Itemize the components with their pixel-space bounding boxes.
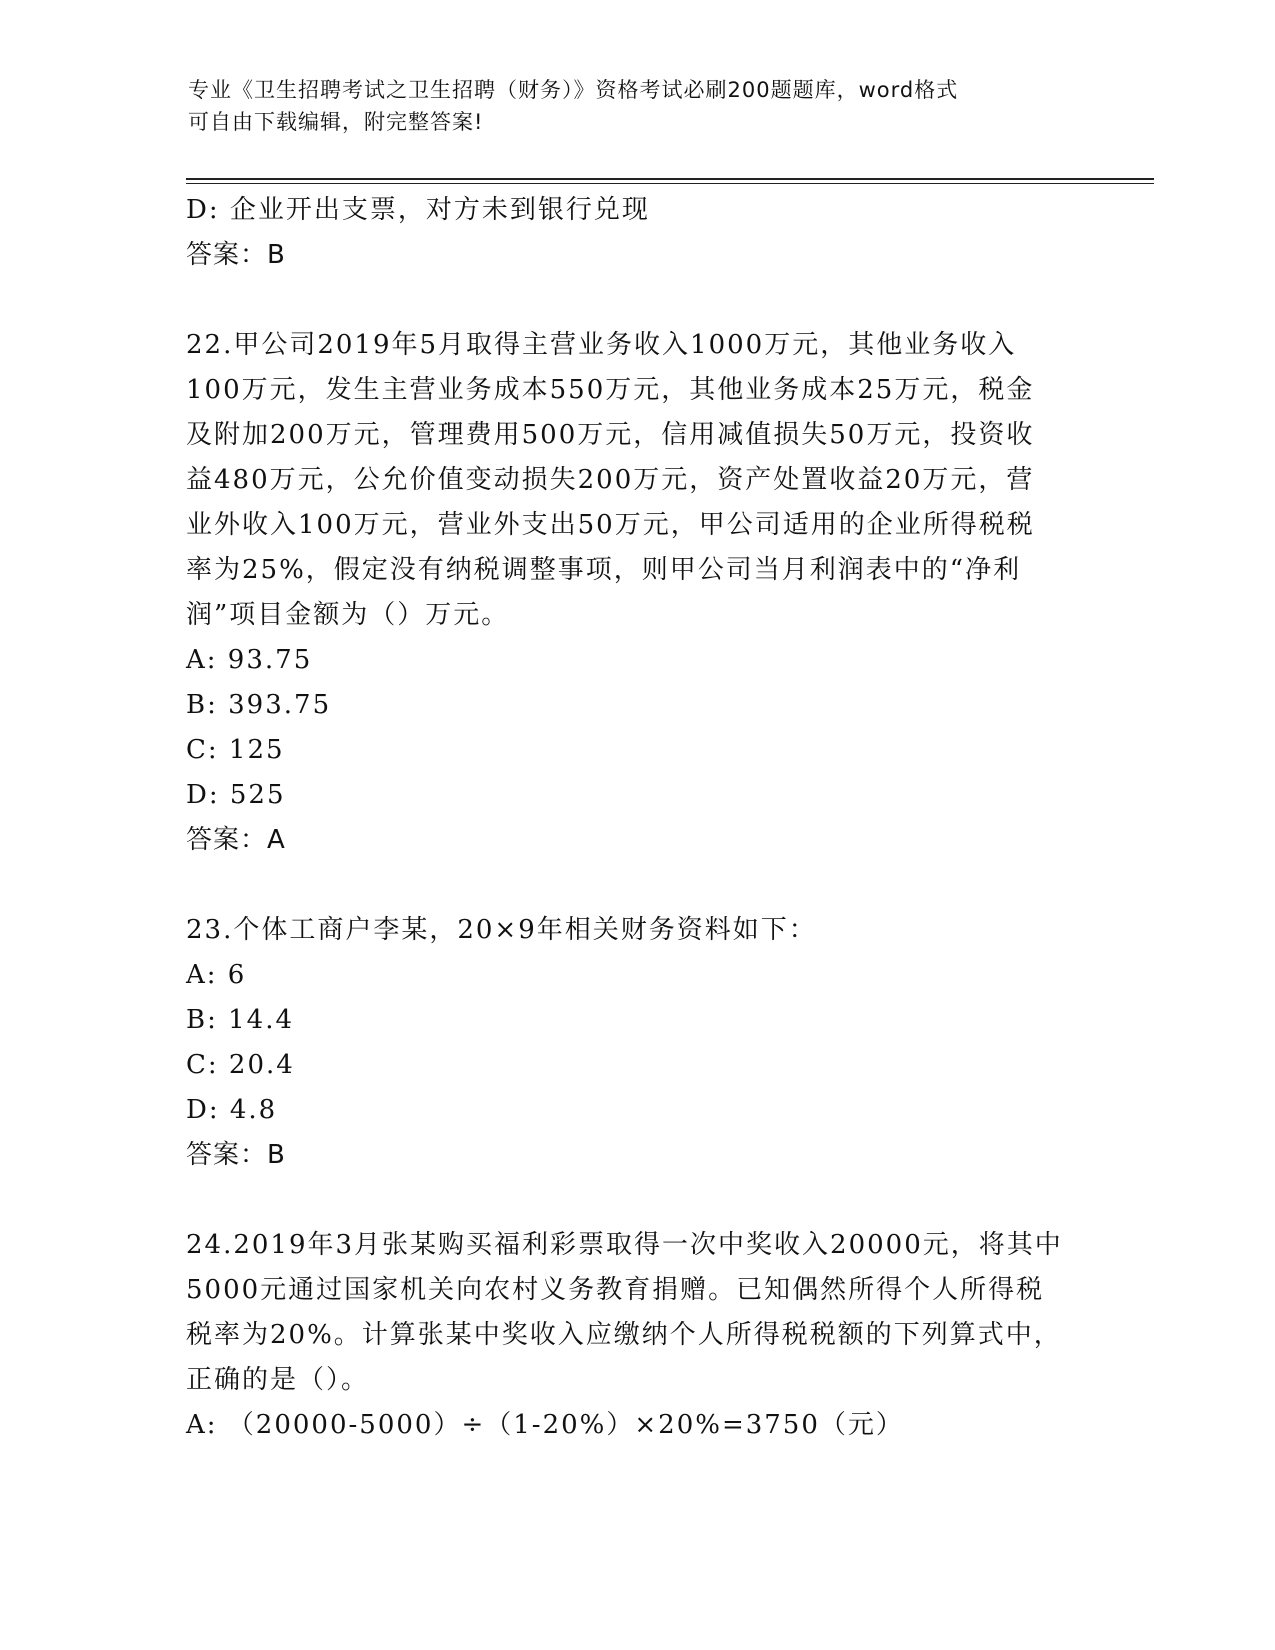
q23-option-a: A: 6 (186, 960, 247, 990)
header-divider-thin (186, 183, 1154, 184)
q22-text-line: 率为25%，假定没有纳税调整事项，则甲公司当月利润表中的“净利 (186, 555, 1022, 585)
prev-answer: 答案：B (186, 240, 286, 270)
question-content (186, 188, 1086, 1448)
q22-answer: 答案：A (186, 825, 286, 855)
q22-text-line: 润”项目金额为（）万元。 (186, 600, 510, 630)
question-24 (186, 1223, 1086, 1448)
q22-text-line: 业外收入100万元，营业外支出50万元，甲公司适用的企业所得税税 (186, 510, 1035, 540)
q23-option-c: C: 20.4 (186, 1050, 295, 1080)
q22-text-line: 100万元，发生主营业务成本550万元，其他业务成本25万元，税金 (186, 375, 1035, 405)
header-title-line-1: 专业《卫生招聘考试之卫生招聘（财务）》资格考试必刷200题题库，word格式 (188, 78, 959, 102)
q22-option-b: B: 393.75 (186, 690, 332, 720)
q24-text-line: 5000元通过国家机关向农村义务教育捐赠。已知偶然所得个人所得税 (186, 1275, 1045, 1305)
q24-text-line: 税率为20%。计算张某中奖收入应缴纳个人所得税税额的下列算式中， (186, 1320, 1062, 1350)
header-title-line-2: 可自由下载编辑，附完整答案! (188, 110, 484, 134)
q23-text-line: 23.个体工商户李某，20×9年相关财务资料如下： (186, 915, 817, 945)
q22-option-c: C: 125 (186, 735, 285, 765)
q24-text-line: 24.2019年3月张某购买福利彩票取得一次中奖收入20000元，将其中 (186, 1230, 1063, 1260)
spacer (186, 1178, 1086, 1223)
q22-option-d: D: 525 (186, 780, 286, 810)
q23-option-b: B: 14.4 (186, 1005, 295, 1035)
spacer (186, 863, 1086, 908)
q22-text-line: 及附加200万元，管理费用500万元，信用减值损失50万元，投资收 (186, 420, 1035, 450)
document-header (188, 74, 1088, 138)
q24-text-line: 正确的是（）。 (186, 1365, 370, 1395)
q23-option-d: D: 4.8 (186, 1095, 278, 1125)
question-23 (186, 908, 1086, 1178)
q22-text-line: 22.甲公司2019年5月取得主营业务收入1000万元，其他业务收入 (186, 330, 1017, 360)
q23-answer: 答案：B (186, 1140, 286, 1170)
header-divider-thick (186, 178, 1154, 180)
spacer (186, 278, 1086, 323)
question-22 (186, 323, 1086, 863)
q22-text-line: 益480万元，公允价值变动损失200万元，资产处置收益20万元，营 (186, 465, 1035, 495)
q22-option-a: A: 93.75 (186, 645, 313, 675)
prev-option-d: D: 企业开出支票，对方未到银行兑现 (186, 195, 650, 225)
q24-option-a: A: （20000-5000）÷（1-20%）×20%=3750（元） (186, 1410, 904, 1440)
